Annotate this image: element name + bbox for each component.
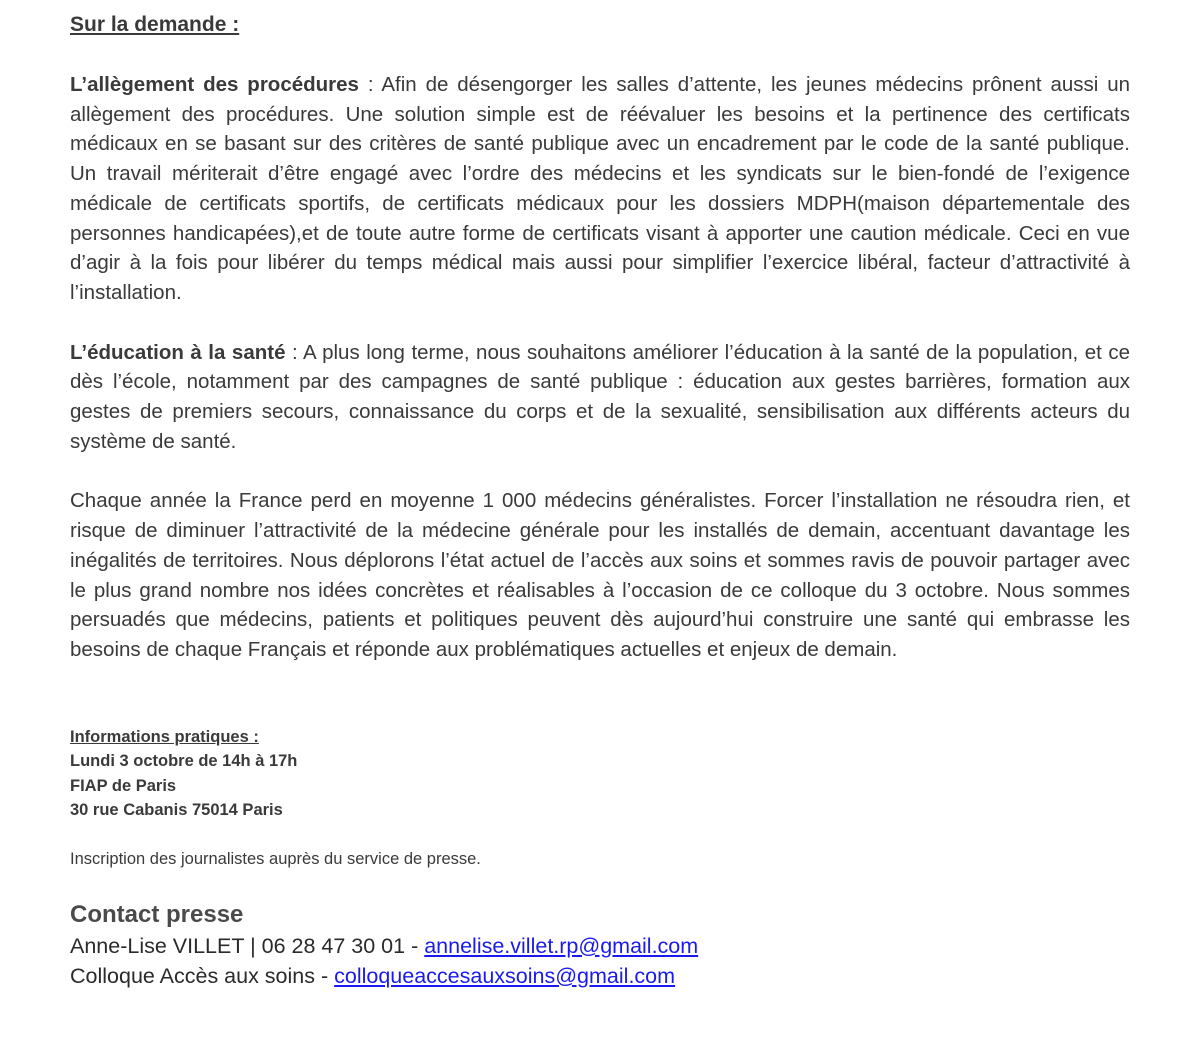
document-body (70, 10, 1130, 991)
paragraph-allegement (70, 70, 1130, 308)
paragraph-education (70, 338, 1130, 457)
practical-info-venue: FIAP de Paris (70, 776, 177, 795)
press-registration-note: Inscription des journalistes auprès du service de presse. (70, 849, 481, 868)
contact-line-2-prefix: Colloque Accès aux soins - (70, 963, 335, 988)
contact-email-link-1[interactable]: annelise.villet.rp@gmail.com (424, 933, 699, 958)
contact-line-1 (70, 931, 1130, 961)
paragraph-conclusion: Chaque année la France perd en moyenne 1 000 médecins généralistes. Forcer l’installation ne résoudra rien, et risque de diminuer l’attractivité de la médecine générale pour les installés de demain, accentuant davantage les inégalités de territoires. Nous déplorons l’état actuel de l’accès aux soins et sommes ravis de pouvoir partager avec le plus grand nombre nos idées concrètes et réalisables à l’occasion de ce colloque du 3 octobre. Nous sommes persuadés que médecins, patients et politiques peuvent dès aujourd’hui construire une santé qui embrasse les besoins de chaque Français et réponde aux problématiques actuelles et enjeux de demain. (70, 489, 1130, 661)
practical-info-address: 30 rue Cabanis 75014 Paris (70, 801, 283, 820)
section-heading: Sur la demande : (70, 13, 240, 36)
paragraph-allegement-title: L’allègement des procédures (70, 73, 359, 96)
paragraph-allegement-text: : Afin de désengorger les salles d’attente, les jeunes médecins prônent aussi un allègement des procédures. Une solution simple est de réévaluer les besoins et la pertinence des certificats médicaux en se basant sur des critères de santé publique avec un encadrement par le code de la santé publique. Un travail mériterait d’être engagé avec l’ordre des médecins et les syndicats sur le bien-fondé de l’exigence médicale de certificats sportifs, de certificats médicaux pour les dossiers MDPH(maison départementale des personnes handicapées),et de toute autre forme de certificats visant à apporter une caution médicale. Ceci en vue d’agir à la fois pour libérer du temps médical mais aussi pour simplifier l’exercice libéral, facteur d’attractivité à l’installation. (70, 73, 1131, 304)
paragraph-education-text: : A plus long terme, nous souhaitons améliorer l’éducation à la santé de la population, et ce dès l’école, notamment par des campagnes de santé publique : éducation aux gestes barrières, formation aux gestes de premiers secours, connaissance du corps et de la sexualité, sensibilisation aux différents acteurs du système de santé. (70, 340, 1130, 453)
practical-info (70, 725, 1130, 823)
practical-info-date: Lundi 3 octobre de 14h à 17h (70, 752, 298, 771)
contact-email-link-2[interactable]: colloqueaccesauxsoins@gmail.com (334, 963, 676, 988)
paragraph-education-title: L’éducation à la santé (70, 340, 286, 364)
contact-line-1-prefix: Anne-Lise VILLET | 06 28 47 30 01 - (70, 933, 425, 958)
contact-line-2 (70, 961, 1130, 991)
practical-info-heading: Informations pratiques : (70, 727, 259, 746)
contact-title: Contact presse (70, 900, 244, 928)
